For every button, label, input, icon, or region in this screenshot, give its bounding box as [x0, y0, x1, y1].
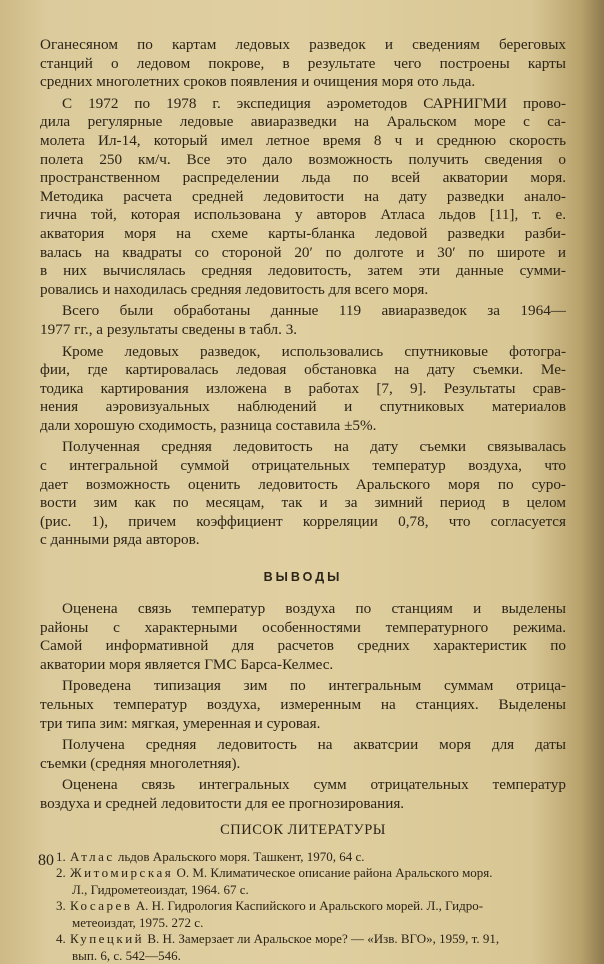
text-line: воздуха и средней ледовитости для ее прогнозирования.	[40, 794, 405, 812]
text-line: Методика расчета средней ледовитости на дату разведки анало-	[40, 187, 566, 205]
text-line: станций о ледовом покрове, в результате чего построены карты	[40, 54, 566, 72]
text-line: с данными ряда авторов.	[40, 531, 200, 549]
text-line: районы с характерными особенностями температурного режима.	[40, 618, 566, 636]
text-line: Оганесяном по картам ледовых разведок и сведениям береговых	[40, 36, 566, 53]
text-line: Всего были обработаны данные 119 авиаразведок за 1964—	[62, 302, 566, 320]
references-heading: СПИСОК ЛИТЕРАТУРЫ	[220, 821, 386, 838]
reference-item	[40, 849, 566, 866]
text-line: ровались и находилась средняя ледовитость для всего моря.	[40, 280, 429, 298]
text-line: в них вычислялась средняя ледовитость, затем эти данные сумми-	[40, 262, 566, 280]
reference-item	[40, 898, 566, 915]
text-line: тодика картирования изложена в работах [7, 9]. Результаты срав-	[40, 379, 566, 397]
text-line: Самой информативной для расчетов средних характеристик по	[40, 637, 566, 655]
text-line: Оценена связь температур воздуха по станциям и выделены	[62, 600, 566, 618]
reference-item	[40, 931, 566, 948]
text-line: дали хорошую сходимость, разница составила ±5%.	[40, 416, 377, 434]
body-text	[40, 36, 566, 550]
text-line: валась на квадраты со стороной 20′ по долготе и 30′ по широте и	[40, 243, 566, 261]
reference-author: Купецкий	[70, 931, 145, 947]
reference-number: 3.	[56, 898, 66, 914]
text-line: Оценена связь интегральных сумм отрицательных температур	[62, 776, 566, 794]
reference-number: 4.	[56, 931, 66, 947]
reference-text: льдов Аральского моря. Ташкент, 1970, 64 с.	[114, 848, 365, 864]
text-line: Проведена типизация зим по интегральным суммам отрица-	[62, 677, 566, 695]
text-line: Кроме ледовых разведок, использовались спутниковые фотогра-	[62, 342, 566, 360]
references-list	[40, 849, 566, 964]
text-line: с интегральной суммой отрицательных температур воздуха, что	[40, 457, 566, 475]
text-line: фии, где картировалась ледовая обстановка на дату съемки. Ме-	[40, 361, 566, 379]
reference-continuation: метеоиздат, 1975. 272 с.	[72, 914, 204, 930]
conclusions-text	[40, 600, 566, 814]
page-number: 80	[38, 852, 54, 869]
reference-continuation: вып. 6, с. 542—546.	[72, 947, 181, 963]
text-line: пространственном распределении льда по всей акватории моря.	[40, 169, 566, 187]
reference-text: В. Н. Замерзает ли Аральское море? — «Изв. ВГО», 1959, т. 91,	[144, 931, 500, 947]
conclusions-heading: ВЫВОДЫ	[263, 570, 343, 585]
text-line: нения аэровизуальных наблюдений и спутниковых материалов	[40, 398, 566, 416]
text-line: (рис. 1), причем коэффициент корреляции 0,78, что согласуется	[40, 512, 566, 530]
text-line: средних многолетних сроков появления и очищения моря ото льда.	[40, 73, 476, 91]
reference-item	[40, 865, 566, 882]
text-line: вости зим как по месяцам, так и за зимний период в целом	[40, 494, 566, 512]
reference-author: Атлас	[70, 848, 115, 864]
reference-author: Житомирская	[70, 865, 174, 881]
text-line: тельных температур воздуха, измеренным на станциях. Выделены	[40, 696, 566, 713]
text-line: съемки (средняя многолетняя).	[40, 754, 241, 772]
text-line: полета 250 км/ч. Все это дало возможность получить сведения о	[40, 150, 566, 168]
text-line: акватории моря является ГМС Барса-Келмес.	[40, 655, 334, 673]
text-line: дает возможность оценить ледовитость Аральского моря по суро-	[40, 475, 566, 493]
page-content	[40, 36, 566, 964]
reference-text: О. М. Климатическое описание района Аральского моря.	[173, 865, 493, 881]
text-line: Полученная средняя ледовитость на дату съемки связывалась	[62, 438, 566, 456]
text-line: три типа зим: мягкая, умеренная и суровая.	[40, 714, 321, 732]
reference-continuation: Л., Гидрометеоиздат, 1964. 67 с.	[72, 881, 249, 897]
text-line: дила регулярные ледовые авиаразведки на Аральском море с са-	[40, 113, 566, 131]
text-line: 1977 гг., а результаты сведены в табл. 3.	[40, 320, 298, 338]
reference-number: 2.	[56, 865, 66, 881]
reference-number: 1.	[56, 848, 66, 864]
text-line: гична той, которая использована у авторов Атласа льдов [11], т. е.	[40, 206, 566, 224]
text-line: Получена средняя ледовитость на акватсрии моря для даты	[62, 736, 566, 754]
text-line: акватория моря на схеме карты-бланка ледовой разведки разби-	[40, 224, 566, 242]
reference-author: Косарев	[70, 898, 133, 914]
text-line: молета Ил-14, который имел летное время 8 ч и среднюю скорость	[40, 131, 566, 149]
reference-text: А. Н. Гидрология Каспийского и Аральского морей. Л., Гидро-	[132, 898, 484, 914]
text-line: С 1972 по 1978 г. экспедиция аэрометодов САРНИГМИ прово-	[62, 94, 566, 112]
